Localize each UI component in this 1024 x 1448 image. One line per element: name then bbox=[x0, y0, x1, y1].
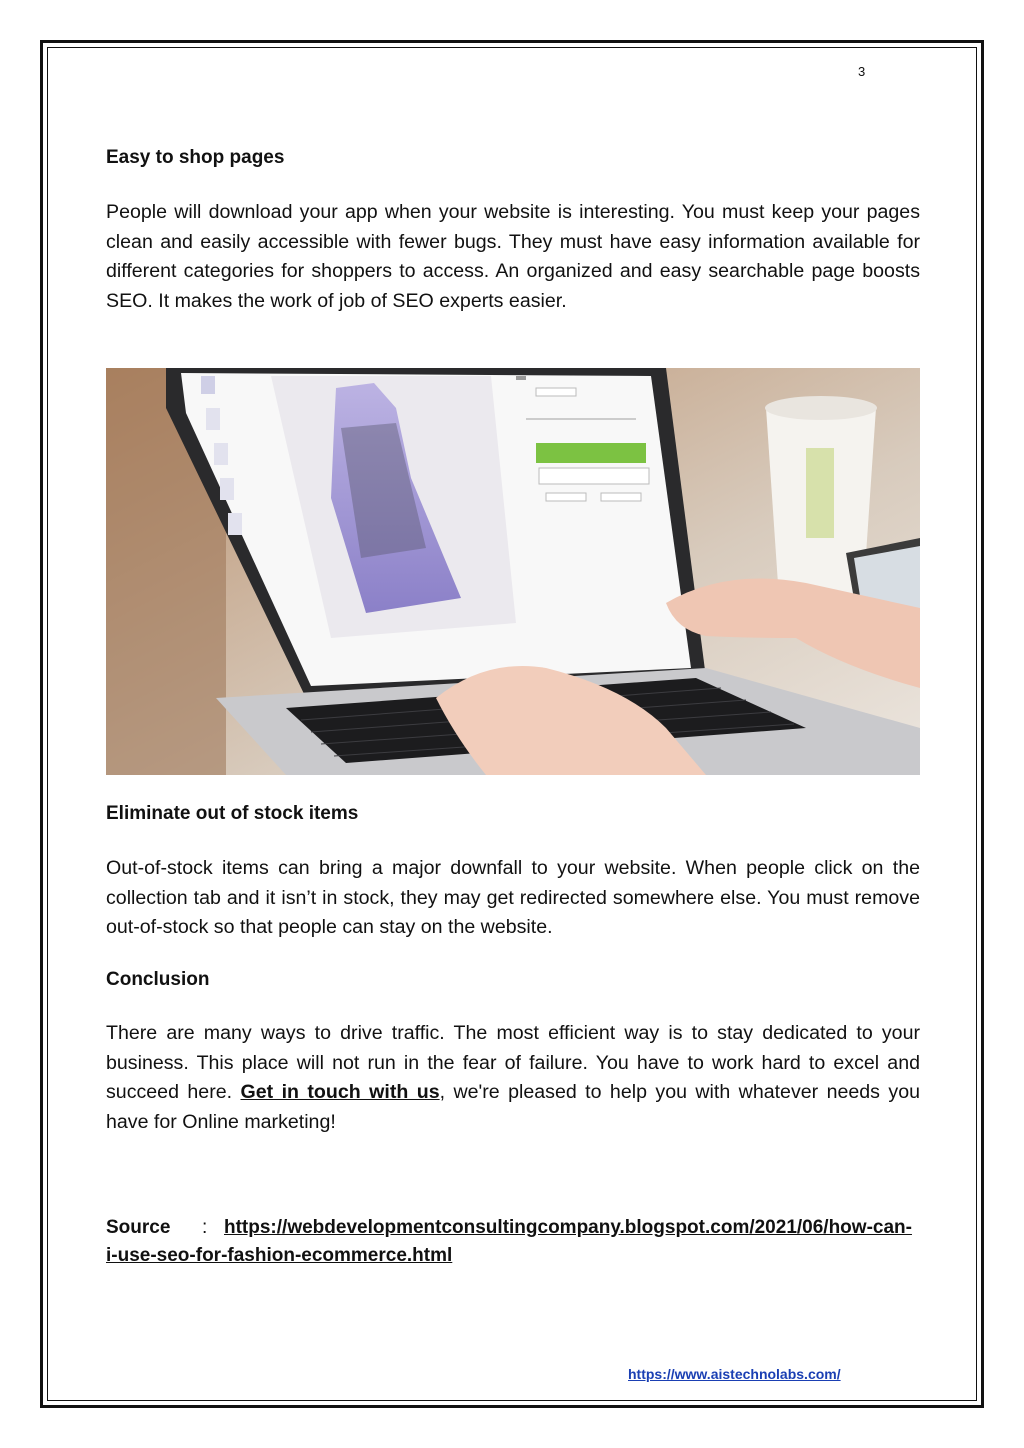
source-separator: : bbox=[202, 1217, 208, 1238]
section-heading-conclusion: Conclusion bbox=[106, 969, 210, 990]
get-in-touch-link[interactable]: Get in touch with us bbox=[240, 1081, 440, 1103]
section-body-easy-to-shop: People will download your app when your website is interesting. You must keep your pages clean and easily accessible with fewer bugs. They must have easy information available for different categories for shoppers to access. An organized and easy searchable page boosts SEO. It makes the work of job of SEO experts easier. bbox=[106, 201, 920, 312]
section-body-out-of-stock: Out-of-stock items can bring a major downfall to your website. When people click on the collection tab and it isn’t in stock, they may get redirected somewhere else. You must remove out-of-stock so that people can stay on the website. bbox=[106, 857, 920, 938]
page-number: 3 bbox=[858, 64, 866, 79]
section-heading-easy-to-shop: Easy to shop pages bbox=[106, 147, 285, 168]
conclusion-text-after-link: , we're pleased to help you with whatever needs you have for Online marketing! bbox=[106, 1081, 920, 1133]
source-url-link[interactable]: https://webdevelopmentconsultingcompany.blogspot.com/2021/06/how-can-i-use-seo-for-fashion-ecommerce.html bbox=[106, 1217, 912, 1266]
section-body-conclusion bbox=[106, 1019, 920, 1137]
source-line bbox=[106, 1214, 920, 1270]
laptop-shopping-photo bbox=[106, 368, 920, 775]
source-label: Source bbox=[106, 1217, 171, 1238]
footer-website-link[interactable]: https://www.aistechnolabs.com/ bbox=[628, 1366, 841, 1382]
conclusion-text-before-link: There are many ways to drive traffic. The most efficient way is to stay dedicated to your business. This place will not run in the fear of failure. You have to work hard to excel and succeed here. bbox=[106, 1022, 920, 1103]
section-heading-out-of-stock: Eliminate out of stock items bbox=[106, 803, 359, 824]
